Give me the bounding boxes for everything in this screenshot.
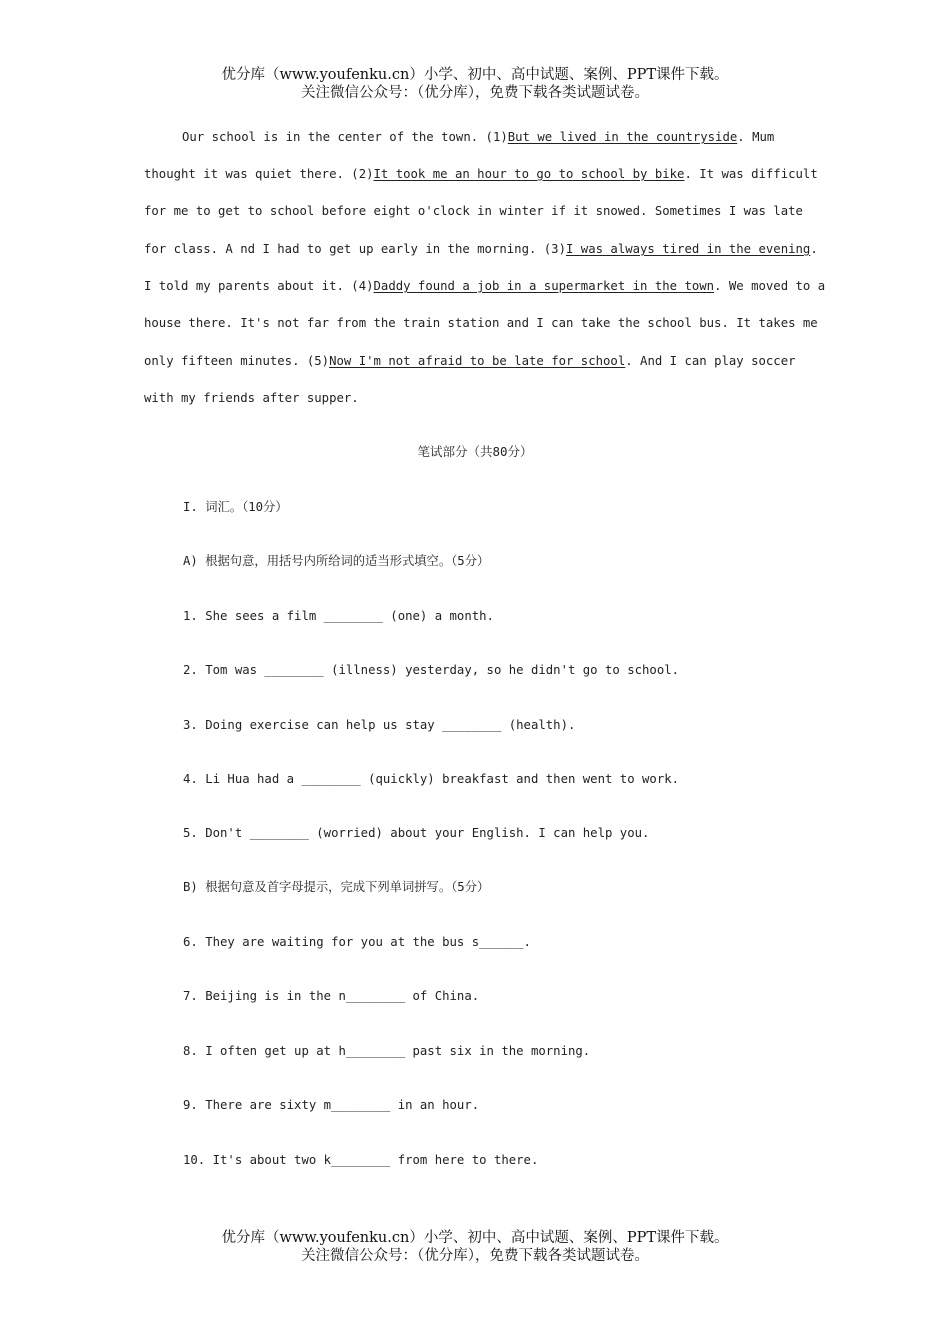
footer-banner xyxy=(0,1229,950,1265)
header-banner xyxy=(0,66,950,102)
question-item: 2. Tom was ________ (illness) yesterday, so he didn't go to school. xyxy=(183,663,680,677)
underlined-sentence-5: Now I'm not afraid to be late for school xyxy=(329,354,626,368)
passage-line: house there. It's not far from the train station and I can take the school bus. It takes me xyxy=(144,316,818,330)
question-item: 3. Doing exercise can help us stay ________ (health). xyxy=(183,718,576,732)
question-item: 9. There are sixty m________ in an hour. xyxy=(183,1098,480,1112)
passage-line: only fifteen minutes. (5)Now I'm not afraid to be late for school. And I can play soccer xyxy=(144,354,796,368)
question-item: 10. It's about two k________ from here to there. xyxy=(183,1153,539,1167)
question-item: 8. I often get up at h________ past six in the morning. xyxy=(183,1044,591,1058)
underlined-sentence-1: But we lived in the countryside xyxy=(507,130,738,144)
passage-line: thought it was quiet there. (2)It took me an hour to go to school by bike. It was difficult xyxy=(144,167,818,181)
underlined-sentence-3: I was always tired in the evening xyxy=(566,242,811,256)
part-a-instruction: A) 根据句意，用括号内所给词的适当形式填空。（5分） xyxy=(183,554,490,568)
banner-line-2: 关注微信公众号：（优分库），免费下载各类试题试卷。 xyxy=(301,85,649,101)
underlined-sentence-4: Daddy found a job in a supermarket in the town xyxy=(373,279,715,293)
passage-line: with my friends after supper. xyxy=(144,391,359,405)
question-item: 1. She sees a film ________ (one) a month. xyxy=(183,609,494,623)
vocab-heading: I. 词汇。（10分） xyxy=(183,500,288,514)
underlined-sentence-2: It took me an hour to go to school by bike xyxy=(373,167,685,181)
banner-line-1: 优分库（www.youfenku.cn）小学、初中、高中试题、案例、PPT课件下载。 xyxy=(221,67,729,83)
question-item: 5. Don't ________ (worried) about your English. I can help you. xyxy=(183,826,650,840)
passage-line: for class. A nd I had to get up early in the morning. (3)I was always tired in the evening. xyxy=(144,242,818,256)
banner-line-1: 优分库（www.youfenku.cn）小学、初中、高中试题、案例、PPT课件下载。 xyxy=(221,1230,729,1246)
written-section-title: 笔试部分（共80分） xyxy=(417,444,533,459)
question-item: 4. Li Hua had a ________ (quickly) breakfast and then went to work. xyxy=(183,772,680,786)
banner-line-2: 关注微信公众号：（优分库），免费下载各类试题试卷。 xyxy=(301,1248,649,1264)
passage-line: Our school is in the center of the town. (1)But we lived in the countryside. Mum xyxy=(182,130,775,144)
passage-line: I told my parents about it. (4)Daddy found a job in a supermarket in the town. We moved to a xyxy=(144,279,826,293)
passage-line: for me to get to school before eight o'clock in winter if it snowed. Sometimes I was late xyxy=(144,204,803,218)
question-item: 7. Beijing is in the n________ of China. xyxy=(183,989,480,1003)
part-b-instruction: B) 根据句意及首字母提示，完成下列单词拼写。（5分） xyxy=(183,880,490,894)
question-item: 6. They are waiting for you at the bus s______. xyxy=(183,935,531,949)
